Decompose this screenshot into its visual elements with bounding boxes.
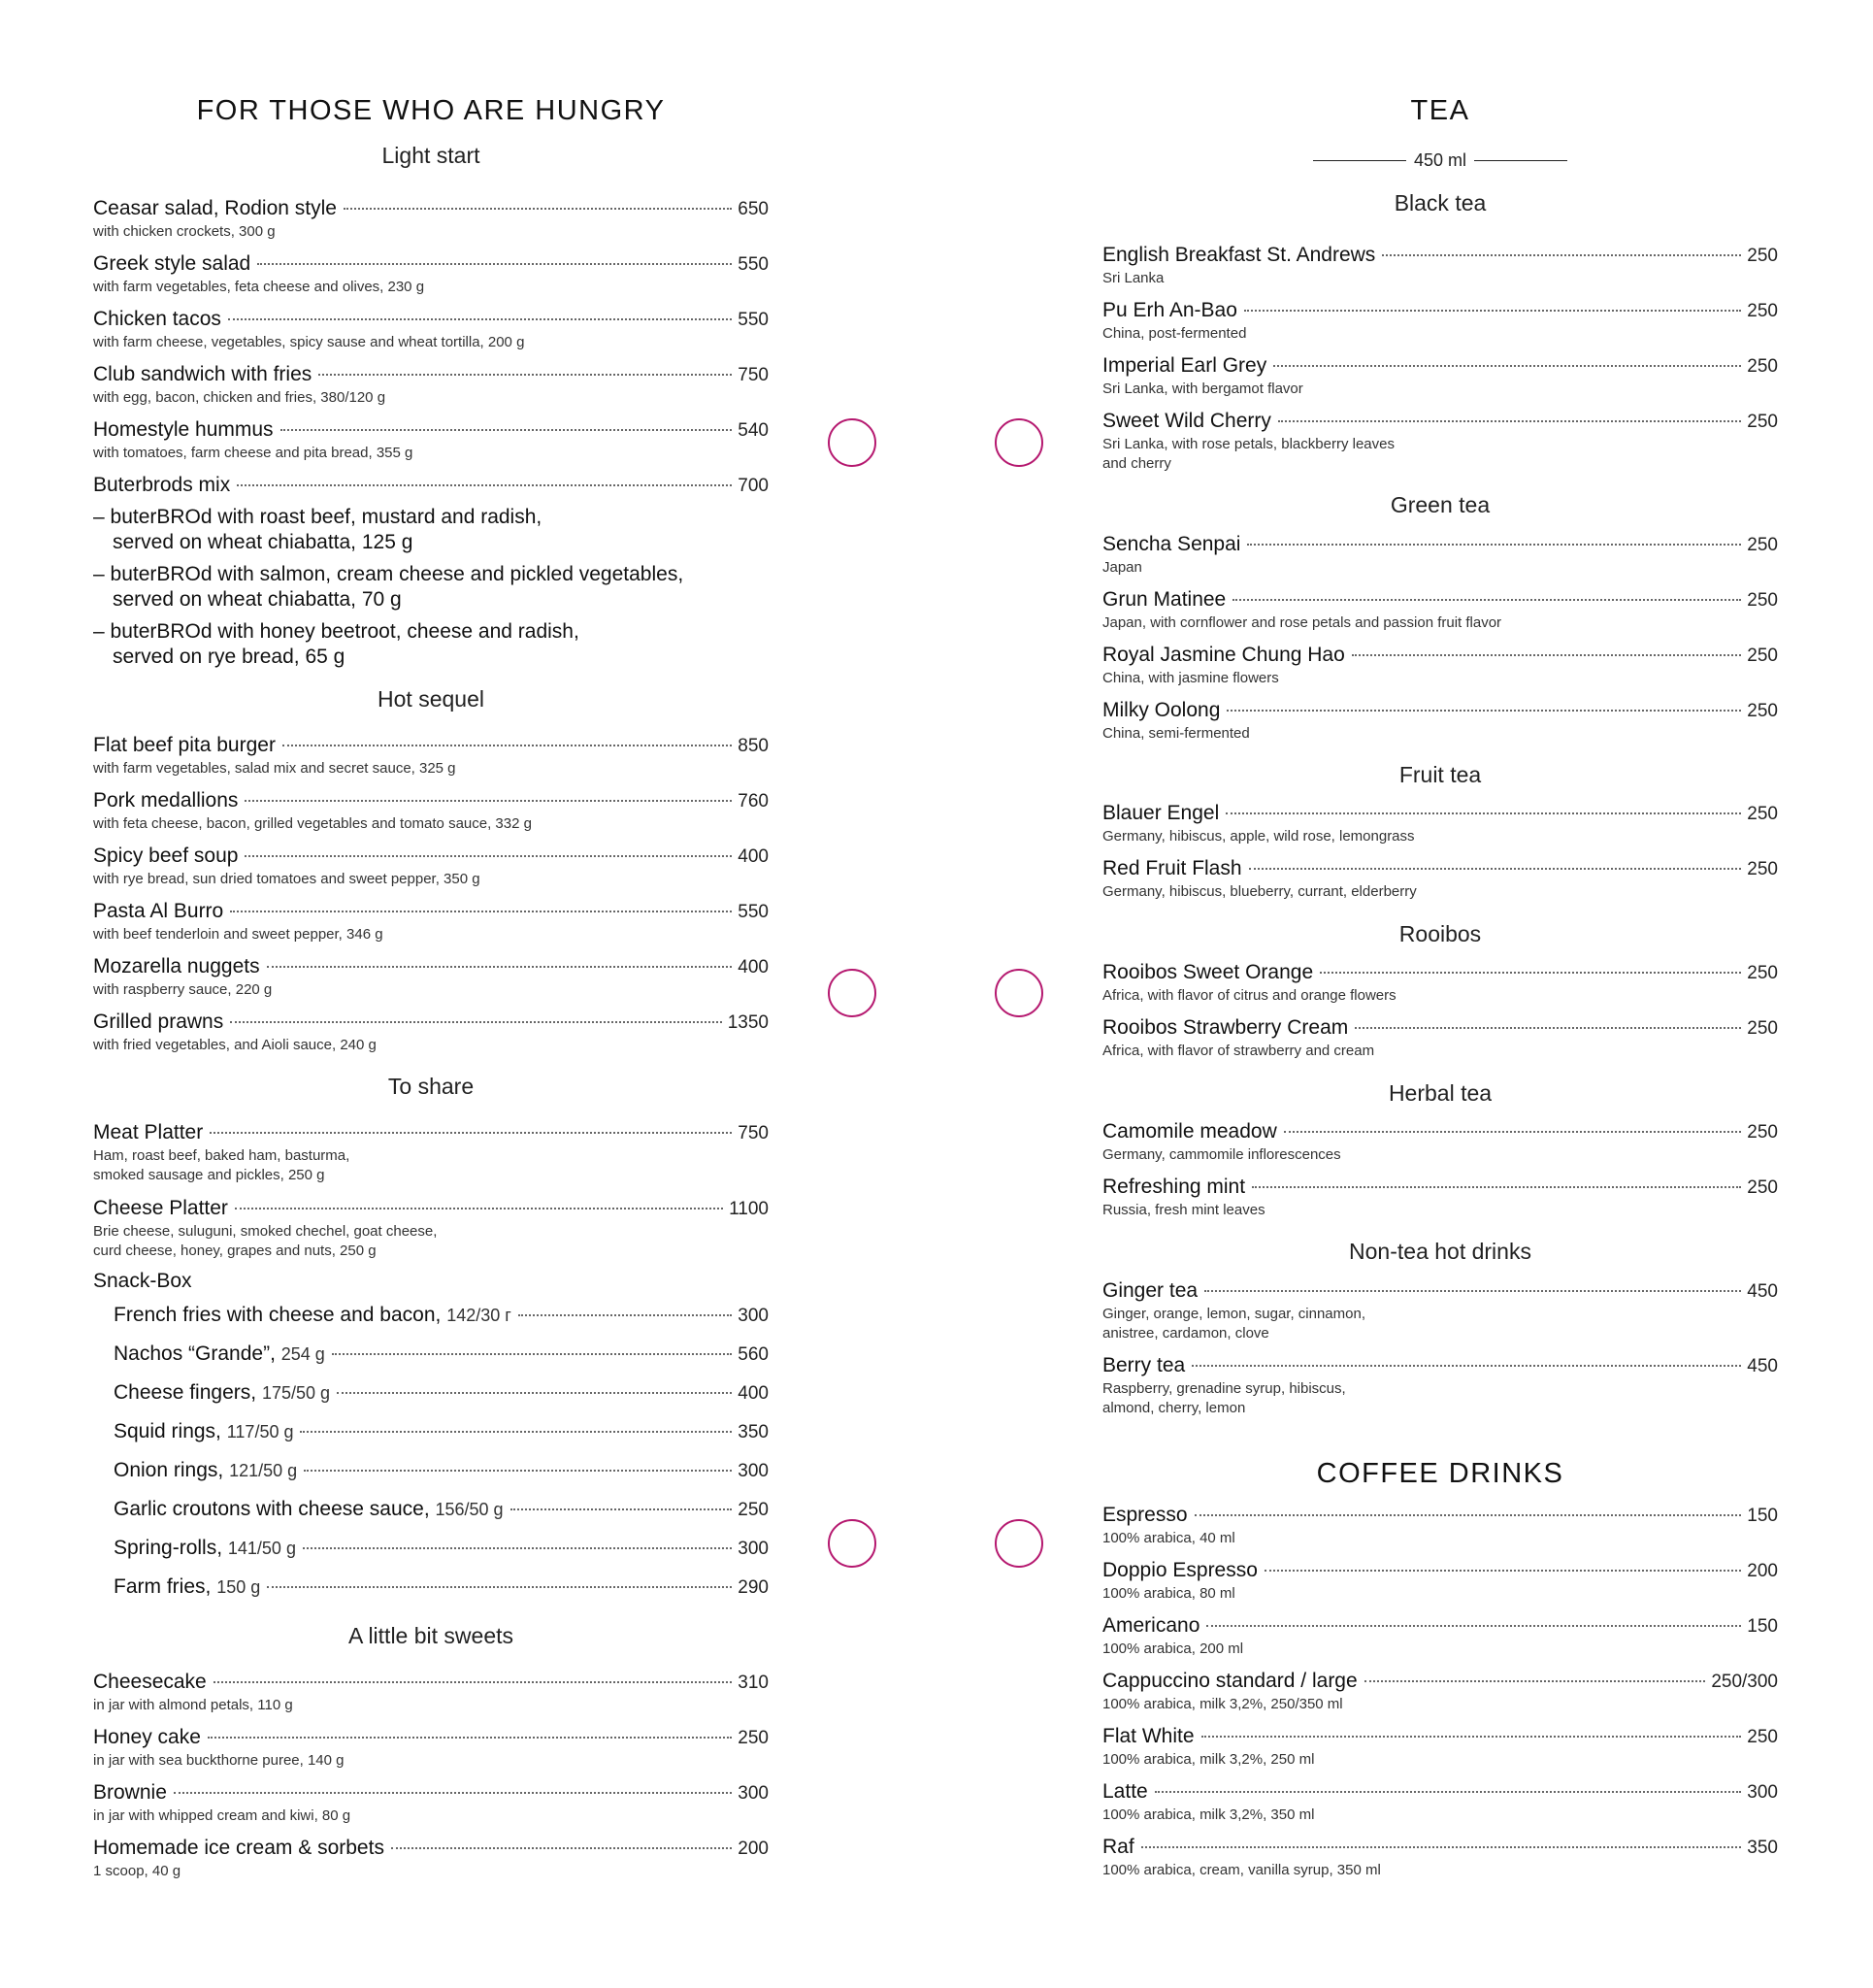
item-weight: 142/30 г bbox=[446, 1306, 511, 1325]
item-price: 760 bbox=[738, 791, 769, 812]
item-price: 250 bbox=[1747, 1177, 1778, 1198]
menu-item bbox=[1102, 698, 1778, 744]
item-price: 250 bbox=[738, 1728, 769, 1748]
item-name: Buterbrods mix bbox=[93, 474, 231, 496]
item-weight: 156/50 g bbox=[435, 1500, 504, 1519]
item-price: 850 bbox=[738, 736, 769, 756]
section-title-herbal-tea: Herbal tea bbox=[1388, 1080, 1493, 1106]
item-name: Flat beef pita burger bbox=[93, 734, 276, 756]
item-name: Blauer Engel bbox=[1102, 802, 1220, 824]
item-name: Club sandwich with fries bbox=[93, 363, 312, 385]
item-name: English Breakfast St. Andrews bbox=[1102, 244, 1376, 266]
item-weight: 175/50 g bbox=[261, 1383, 331, 1403]
item-name: Berry tea bbox=[1102, 1354, 1186, 1376]
item-description: 100% arabica, milk 3,2%, 250 ml bbox=[1102, 1751, 1315, 1768]
item-price: 250 bbox=[1747, 701, 1778, 721]
item-description: with tomatoes, farm cheese and pita bread, 355 g bbox=[93, 445, 413, 461]
item-price: 250 bbox=[1747, 1018, 1778, 1039]
item-description: with rye bread, sun dried tomatoes and sweet pepper, 350 g bbox=[93, 871, 480, 887]
item-description: with chicken crockets, 300 g bbox=[93, 223, 276, 240]
item-price: 150 bbox=[1747, 1616, 1778, 1637]
buterbrod-option: – buterBROd with salmon, cream cheese and pickled vegetables, served on wheat chiabatta, 70 g bbox=[93, 563, 684, 611]
section-title-fruit-tea: Fruit tea bbox=[1398, 762, 1482, 787]
item-name: Imperial Earl Grey bbox=[1102, 354, 1267, 377]
item-price: 250 bbox=[1747, 301, 1778, 321]
menu-item bbox=[1102, 353, 1778, 399]
section-title-green-tea: Green tea bbox=[1390, 492, 1491, 517]
item-price: 250 bbox=[1747, 535, 1778, 555]
item-name: Greek style salad bbox=[93, 252, 251, 275]
item-price: 550 bbox=[738, 310, 769, 330]
menu-item bbox=[93, 844, 769, 889]
menu-item bbox=[93, 1010, 769, 1055]
item-name: Pasta Al Burro bbox=[93, 900, 224, 922]
binder-ring-icon bbox=[995, 1519, 1043, 1568]
item-name: Sweet Wild Cherry bbox=[1102, 410, 1271, 432]
item-price: 250 bbox=[1747, 804, 1778, 824]
menu-item bbox=[1102, 1724, 1778, 1770]
item-price: 550 bbox=[738, 254, 769, 275]
section-title-non-tea: Non-tea hot drinks bbox=[1349, 1239, 1531, 1264]
menu-item bbox=[93, 196, 769, 242]
menu-item bbox=[93, 1725, 769, 1771]
item-name: Ginger tea bbox=[1102, 1279, 1199, 1302]
item-price: 290 bbox=[738, 1577, 769, 1598]
binder-ring-icon bbox=[828, 1519, 876, 1568]
item-price: 350 bbox=[738, 1422, 769, 1442]
menu-item bbox=[93, 788, 769, 834]
item-price: 250 bbox=[1747, 646, 1778, 666]
item-price: 400 bbox=[738, 957, 769, 977]
menu-item bbox=[93, 954, 769, 1000]
item-description: 100% arabica, 200 ml bbox=[1102, 1640, 1244, 1657]
item-description: Ginger, orange, lemon, sugar, cinnamon, anistree, cardamon, clove bbox=[1102, 1306, 1365, 1342]
tea-volume-label: 450 ml bbox=[1413, 150, 1467, 170]
item-name: Meat Platter bbox=[93, 1121, 204, 1143]
menu-item bbox=[93, 733, 769, 779]
item-description: with egg, bacon, chicken and fries, 380/120 g bbox=[93, 389, 386, 406]
snackbox-item bbox=[93, 1497, 769, 1523]
item-name: Homestyle hummus bbox=[93, 418, 274, 441]
item-name: Farm fries, bbox=[114, 1575, 212, 1598]
section-title-black-tea: Black tea bbox=[1394, 190, 1487, 215]
buterbrod-option: – buterBROd with roast beef, mustard and radish, served on wheat chiabatta, 125 g bbox=[93, 506, 542, 553]
item-description: with farm vegetables, feta cheese and olives, 230 g bbox=[93, 279, 425, 295]
buterbrods-list bbox=[93, 505, 769, 677]
item-price: 250 bbox=[1747, 412, 1778, 432]
menu-item bbox=[1102, 1278, 1778, 1343]
item-description: Sri Lanka, with rose petals, blackberry leaves and cherry bbox=[1102, 436, 1395, 472]
item-weight: 121/50 g bbox=[229, 1461, 298, 1480]
item-name: Spicy beef soup bbox=[93, 845, 239, 867]
menu-item bbox=[1102, 1503, 1778, 1548]
item-name: Spring-rolls, bbox=[114, 1537, 223, 1559]
menu-item bbox=[1102, 643, 1778, 688]
item-price: 300 bbox=[738, 1461, 769, 1481]
item-name: Rooibos Strawberry Cream bbox=[1102, 1016, 1349, 1039]
menu-item bbox=[93, 899, 769, 944]
menu-item bbox=[1102, 409, 1778, 474]
item-name: Chicken tacos bbox=[93, 308, 221, 330]
binder-ring-icon bbox=[995, 418, 1043, 467]
item-price: 450 bbox=[1747, 1281, 1778, 1302]
item-description: Ham, roast beef, baked ham, basturma, smoked sausage and pickles, 250 g bbox=[93, 1147, 350, 1183]
item-price: 250/300 bbox=[1711, 1672, 1778, 1692]
menu-item bbox=[1102, 587, 1778, 633]
item-description: with beef tenderloin and sweet pepper, 346 g bbox=[93, 926, 383, 943]
item-price: 540 bbox=[738, 420, 769, 441]
item-name: Flat White bbox=[1102, 1725, 1195, 1747]
item-description: with raspberry sauce, 220 g bbox=[93, 981, 273, 998]
section-title-hot-sequel: Hot sequel bbox=[378, 686, 484, 712]
item-name: Latte bbox=[1102, 1780, 1148, 1803]
item-price: 250 bbox=[1747, 1727, 1778, 1747]
item-price: 750 bbox=[738, 1123, 769, 1143]
item-name: Mozarella nuggets bbox=[93, 955, 260, 977]
item-weight: 141/50 g bbox=[227, 1539, 296, 1558]
item-description: Sri Lanka bbox=[1102, 270, 1165, 286]
snackbox-item bbox=[93, 1342, 769, 1368]
item-description: 100% arabica, 80 ml bbox=[1102, 1585, 1235, 1602]
item-weight: 117/50 g bbox=[226, 1422, 294, 1441]
item-price: 250 bbox=[1747, 356, 1778, 377]
section-title-sweets: A little bit sweets bbox=[347, 1623, 514, 1648]
item-description: Germany, hibiscus, blueberry, currant, elderberry bbox=[1102, 883, 1417, 900]
menu-item bbox=[1102, 1353, 1778, 1418]
binder-ring-icon bbox=[828, 969, 876, 1017]
item-price: 300 bbox=[738, 1783, 769, 1804]
menu-item bbox=[1102, 1669, 1778, 1714]
item-name: Pu Erh An-Bao bbox=[1102, 299, 1237, 321]
section-title-light-start: Light start bbox=[381, 143, 480, 168]
item-price: 200 bbox=[738, 1839, 769, 1859]
food-menu-title: FOR THOSE WHO ARE HUNGRY bbox=[196, 95, 666, 126]
item-name: Homemade ice cream & sorbets bbox=[93, 1837, 384, 1859]
item-description: Japan bbox=[1102, 559, 1142, 576]
menu-item bbox=[93, 1670, 769, 1715]
snackbox-item bbox=[93, 1380, 769, 1407]
menu-item bbox=[1102, 801, 1778, 846]
item-name: Grun Matinee bbox=[1102, 588, 1227, 611]
item-price: 350 bbox=[1747, 1838, 1778, 1858]
item-name: Onion rings, bbox=[114, 1459, 224, 1481]
item-price: 250 bbox=[1747, 246, 1778, 266]
menu-item bbox=[93, 362, 769, 408]
item-price: 750 bbox=[738, 365, 769, 385]
item-description: Russia, fresh mint leaves bbox=[1102, 1202, 1265, 1218]
item-description: with farm vegetables, salad mix and secret sauce, 325 g bbox=[93, 760, 456, 777]
item-weight: 150 g bbox=[216, 1577, 261, 1597]
item-name: Americano bbox=[1102, 1614, 1200, 1637]
item-description: in jar with sea buckthorne puree, 140 g bbox=[93, 1752, 345, 1769]
menu-item bbox=[93, 1836, 769, 1881]
tea-title: TEA bbox=[1410, 95, 1470, 126]
item-price: 200 bbox=[1747, 1561, 1778, 1581]
item-price: 250 bbox=[1747, 1122, 1778, 1143]
item-description: 100% arabica, milk 3,2%, 250/350 ml bbox=[1102, 1696, 1343, 1712]
item-name: Grilled prawns bbox=[93, 1011, 224, 1033]
tea-volume bbox=[1102, 150, 1778, 171]
item-name: Cheese Platter bbox=[93, 1197, 228, 1219]
item-description: Raspberry, grenadine syrup, hibiscus, almond, cherry, lemon bbox=[1102, 1380, 1346, 1416]
snackbox-item bbox=[93, 1458, 769, 1484]
item-price: 300 bbox=[738, 1306, 769, 1326]
item-description: with farm cheese, vegetables, spicy sause and wheat tortilla, 200 g bbox=[93, 334, 525, 350]
item-name: Garlic croutons with cheese sauce, bbox=[114, 1498, 430, 1520]
item-description: in jar with almond petals, 110 g bbox=[93, 1697, 293, 1713]
item-price: 250 bbox=[738, 1500, 769, 1520]
menu-item bbox=[1102, 1175, 1778, 1220]
menu-item bbox=[93, 307, 769, 352]
menu-item bbox=[1102, 1119, 1778, 1165]
item-description: China, post-fermented bbox=[1102, 325, 1247, 342]
menu-item bbox=[93, 251, 769, 297]
item-price: 250 bbox=[1747, 859, 1778, 879]
item-name: Cheese fingers, bbox=[114, 1381, 257, 1404]
item-name: Sencha Senpai bbox=[1102, 533, 1241, 555]
item-description: with fried vegetables, and Aioli sauce, 240 g bbox=[93, 1037, 377, 1053]
item-name: Squid rings, bbox=[114, 1420, 221, 1442]
menu-item bbox=[1102, 1779, 1778, 1825]
item-weight: 254 g bbox=[280, 1344, 325, 1364]
item-description: Germany, hibiscus, apple, wild rose, lemongrass bbox=[1102, 828, 1415, 845]
item-price: 650 bbox=[738, 199, 769, 219]
item-description: Africa, with flavor of strawberry and cream bbox=[1102, 1043, 1375, 1059]
item-description: Germany, cammomile inflorescences bbox=[1102, 1146, 1341, 1163]
item-description: Brie cheese, suluguni, smoked chechel, goat cheese, curd cheese, honey, grapes and nuts, 250 g bbox=[93, 1223, 438, 1259]
item-name: Raf bbox=[1102, 1836, 1134, 1858]
item-name: French fries with cheese and bacon, bbox=[114, 1304, 442, 1326]
buterbrod-option: – buterBROd with honey beetroot, cheese and radish, served on rye bread, 65 g bbox=[93, 620, 579, 668]
coffee-title: COFFEE DRINKS bbox=[1316, 1458, 1564, 1489]
section-title-to-share: To share bbox=[387, 1074, 475, 1099]
menu-item bbox=[93, 417, 769, 463]
menu-item bbox=[1102, 532, 1778, 578]
item-description: with feta cheese, bacon, grilled vegetables and tomato sauce, 332 g bbox=[93, 815, 532, 832]
item-name: Cappuccino standard / large bbox=[1102, 1670, 1358, 1692]
item-description: China, with jasmine flowers bbox=[1102, 670, 1279, 686]
menu-item bbox=[1102, 960, 1778, 1006]
menu-item bbox=[1102, 243, 1778, 288]
menu-item bbox=[1102, 1558, 1778, 1604]
item-description: in jar with whipped cream and kiwi, 80 g bbox=[93, 1807, 351, 1824]
item-price: 250 bbox=[1747, 963, 1778, 983]
menu-item bbox=[1102, 1835, 1778, 1880]
snackbox-item bbox=[93, 1574, 769, 1601]
item-price: 300 bbox=[1747, 1782, 1778, 1803]
snackbox-item bbox=[93, 1536, 769, 1562]
menu-item bbox=[1102, 856, 1778, 902]
binder-ring-icon bbox=[995, 969, 1043, 1017]
item-price: 300 bbox=[738, 1539, 769, 1559]
item-price: 1100 bbox=[729, 1199, 769, 1219]
menu-item bbox=[93, 1196, 769, 1261]
item-name: Milky Oolong bbox=[1102, 699, 1221, 721]
menu-item bbox=[93, 473, 769, 499]
snackbox-item bbox=[93, 1303, 769, 1329]
item-description: Japan, with cornflower and rose petals and passion fruit flavor bbox=[1102, 614, 1502, 631]
item-name: Camomile meadow bbox=[1102, 1120, 1277, 1143]
item-description: 100% arabica, milk 3,2%, 350 ml bbox=[1102, 1806, 1315, 1823]
snackbox-item bbox=[93, 1419, 769, 1445]
item-description: 1 scoop, 40 g bbox=[93, 1863, 181, 1879]
item-description: 100% arabica, cream, vanilla syrup, 350 ml bbox=[1102, 1862, 1381, 1878]
menu-item bbox=[93, 1780, 769, 1826]
item-name: Nachos “Grande”, bbox=[114, 1342, 276, 1365]
item-description: China, semi-fermented bbox=[1102, 725, 1250, 742]
item-name: Cheesecake bbox=[93, 1671, 207, 1693]
item-name: Brownie bbox=[93, 1781, 167, 1804]
item-price: 450 bbox=[1747, 1356, 1778, 1376]
item-price: 560 bbox=[738, 1344, 769, 1365]
snackbox-title: Snack-Box bbox=[93, 1270, 192, 1292]
item-name: Refreshing mint bbox=[1102, 1176, 1246, 1198]
item-description: 100% arabica, 40 ml bbox=[1102, 1530, 1235, 1546]
item-name: Ceasar salad, Rodion style bbox=[93, 197, 337, 219]
item-name: Red Fruit Flash bbox=[1102, 857, 1242, 879]
item-price: 700 bbox=[738, 476, 769, 496]
menu-item bbox=[1102, 1613, 1778, 1659]
item-description: Sri Lanka, with bergamot flavor bbox=[1102, 381, 1303, 397]
item-price: 400 bbox=[738, 1383, 769, 1404]
item-price: 250 bbox=[1747, 590, 1778, 611]
item-name: Doppio Espresso bbox=[1102, 1559, 1258, 1581]
item-price: 310 bbox=[738, 1673, 769, 1693]
item-name: Royal Jasmine Chung Hao bbox=[1102, 644, 1345, 666]
item-name: Rooibos Sweet Orange bbox=[1102, 961, 1314, 983]
item-description: Africa, with flavor of citrus and orange flowers bbox=[1102, 987, 1397, 1004]
item-price: 400 bbox=[738, 846, 769, 867]
item-price: 550 bbox=[738, 902, 769, 922]
menu-item bbox=[93, 1120, 769, 1185]
section-title-rooibos: Rooibos bbox=[1398, 921, 1482, 946]
item-price: 150 bbox=[1747, 1506, 1778, 1526]
menu-item bbox=[1102, 298, 1778, 344]
item-name: Pork medallions bbox=[93, 789, 239, 812]
item-name: Espresso bbox=[1102, 1504, 1188, 1526]
binder-ring-icon bbox=[828, 418, 876, 467]
item-price: 1350 bbox=[727, 1012, 769, 1033]
menu-item bbox=[1102, 1015, 1778, 1061]
item-name: Honey cake bbox=[93, 1726, 201, 1748]
